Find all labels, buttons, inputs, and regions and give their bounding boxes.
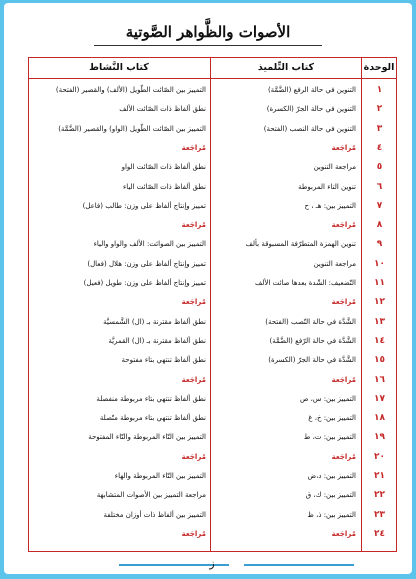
activity-book-topic: نطق ألفاظ تنتهي بتاء مفتوحة [121,356,206,365]
student-book-topic: التنوين في حالة الرفع (الضَّمَّة) [267,86,356,94]
student-book-topic: التمييز بين: ك، ق [305,491,356,500]
student-book-topic: مُراجَعة [331,221,356,230]
activity-book-topic: التمييز بين الصوائت: الألف والواو والياء [93,240,206,249]
student-book-topic: التنوين في حالة الجرّ (الكسرة) [266,105,356,114]
table-row [29,526,396,546]
table-row [29,372,396,392]
unit-number: ٣ [376,123,383,134]
unit-number: ٢١ [374,471,385,481]
activity-book-topic: التمييز بين الصّائت الطّويل (الألف) والقصير (الفتحة) [55,86,206,94]
unit-number: ١٣ [374,316,385,327]
unit-number: ٢٠ [374,451,385,462]
table-row [29,429,396,449]
table-row [29,294,396,314]
table-row [29,140,396,160]
unit-number: ٩ [376,239,383,250]
unit-number: ١١ [374,278,385,288]
student-book-topic: التنوين في حالة النصب (الفتحة) [263,124,356,133]
student-book-topic: مُراجَعة [331,452,356,461]
table-row [29,468,396,488]
unit-number: ١٨ [374,413,385,424]
student-book-topic: مُراجَعة [331,529,356,538]
activity-book-topic: نطق ألفاظ تنتهي بتاء مربوطة منفصلة [96,394,206,403]
student-book-topic: التمييز بين: هـ ، ح [304,201,356,210]
unit-number: ١٢ [374,297,385,308]
activity-book-topic: التمييز بين التّاء المربوطة والتّاء المفتوحة [88,433,206,442]
table-row [29,121,396,141]
student-book-topic: التمييز بين: ت، ط [303,433,356,442]
table-row [29,179,396,199]
activity-book-topic: نطق ألفاظ ذات الصّائت الواو [121,163,206,172]
unit-number: ٢٣ [374,509,385,520]
table-row [29,314,396,334]
unit-number: ٢٢ [374,490,385,501]
header-unit: الوحدة [363,62,395,73]
activity-book-topic: مُراجَعة [181,221,206,230]
activity-book-topic: مُراجَعة [181,452,206,461]
student-book-topic: مُراجَعة [331,143,356,152]
activity-book-topic: نطق ألفاظ مقترنة بـ (ال) الشَّمسيَّة [103,317,206,326]
activity-book-topic: التمييز بين الصّائت الطّويل (الواو) والقصير (الضَّمَّة) [58,124,206,133]
unit-number: ٢٤ [374,528,385,539]
header-activity-book: كتاب النَّشاط [89,62,149,73]
activity-book-topic: نطق ألفاظ تنتهي بتاء مربوطة متّصلة [99,414,206,423]
header-divider [29,78,396,79]
footer-line [244,564,354,566]
student-book-topic: الشَّدَّة في حالة النّصب (الفتحة) [265,317,356,326]
student-book-topic: التمييز بين: د،ض [307,472,356,480]
student-book-topic: تنوين التاء المربوطة [298,182,356,191]
table-row [29,236,396,256]
activity-book-topic: التمييز بين ألفاظ ذات أوزان مختلفة [103,510,206,519]
unit-number: ١٠ [374,258,385,269]
contents-table [28,57,397,552]
unit-number: ٨ [376,220,383,231]
table-row [29,256,396,276]
table-row [29,507,396,527]
activity-book-topic: التمييز بين التّاء المربوطة والهاء [114,472,206,480]
table-row [29,391,396,411]
table-row [29,198,396,218]
student-book-topic: الشَّدَّة في حالة الرّفع (الضَّمَّة) [269,336,356,345]
student-book-topic: التّضعيف: الشّدة بعدها صائت الألف [255,279,356,287]
title-underline [94,45,322,46]
unit-number: ٤ [376,142,383,153]
activity-book-topic: تمييز وإنتاج ألفاظ على وزن: هلال (فعال) [87,259,206,268]
unit-number: ١٤ [374,335,385,346]
student-book-topic: التمييز بين: خ، غ [308,414,356,423]
activity-book-topic: مُراجَعة [181,298,206,307]
unit-number: ١ [376,85,383,95]
unit-number: ٢ [376,104,383,115]
table-row [29,333,396,353]
page-title: الأصوات والظَّواهر الصَّوتية [125,23,291,41]
unit-number: ٦ [376,181,383,192]
activity-book-topic: نطق ألفاظ ذات الصّائت الياء [122,182,206,191]
unit-number: ١٥ [374,355,385,366]
table-row [29,410,396,430]
table-row [29,487,396,507]
activity-book-topic: تمييز وإنتاج ألفاظ على وزن: طويل (فعيل) [83,279,206,287]
student-book-topic: التمييز بين: س، ص [299,394,356,403]
unit-number: ١٦ [374,374,385,385]
table-row [29,101,396,121]
student-book-topic: تنوين الهمزة المتطرّفة المسبوقة بألف [245,240,356,249]
header-student-book: كتاب التِّلميذ [257,62,315,73]
activity-book-topic: نطق ألفاظ مقترنة بـ (ال) القمريَّة [108,336,206,345]
unit-number: ١٩ [374,432,385,443]
activity-book-topic: مراجعة التمييز بين الأصوات المتشابهة [96,491,206,500]
table-row [29,82,396,102]
student-book-topic: مراجعة التنوين [313,259,356,268]
page [4,3,412,574]
table-row [29,275,396,295]
student-book-topic: الشَّدَّة في حالة الجرّ (الكسرة) [268,356,356,365]
activity-book-topic: نطق ألفاظ ذات الصّائت الألف [119,105,206,114]
table-row [29,449,396,469]
activity-book-topic: مُراجَعة [181,375,206,384]
student-book-topic: مُراجَعة [331,375,356,384]
table-row [29,159,396,179]
activity-book-topic: مُراجَعة [181,143,206,152]
unit-number: ١٧ [374,393,385,404]
student-book-topic: التمييز بين: ذ، ظ [307,510,356,519]
activity-book-topic: مُراجَعة [181,529,206,538]
unit-number: ٥ [376,162,383,173]
table-row [29,217,396,237]
table-row [29,352,396,372]
student-book-topic: مُراجَعة [331,298,356,307]
page-number: ز [209,557,215,570]
activity-book-topic: تمييز وإنتاج ألفاظ على وزن: طالب (فاعل) [82,201,206,210]
unit-number: ٧ [376,200,383,211]
student-book-topic: مراجعة التنوين [313,163,356,172]
